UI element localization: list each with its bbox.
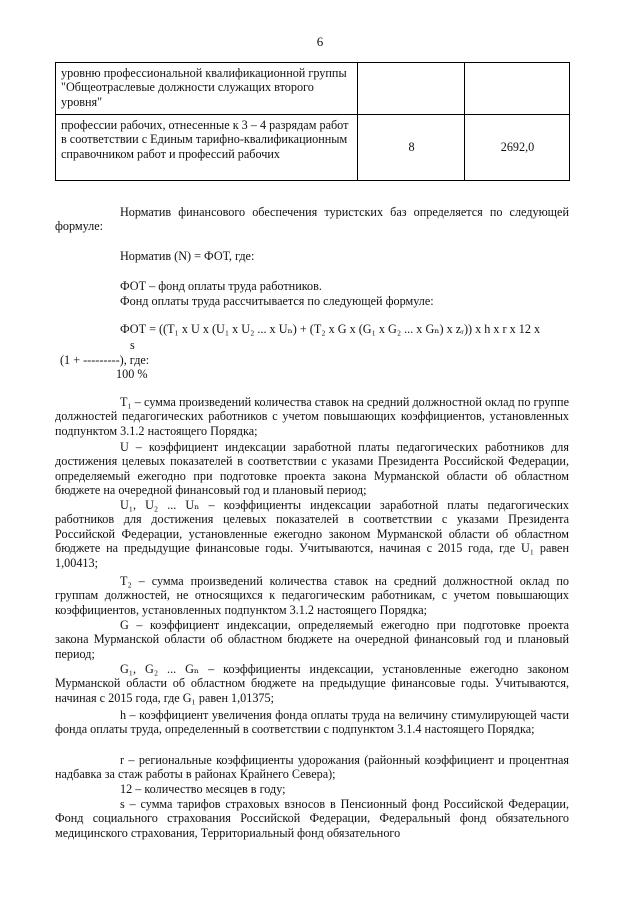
- table-row: [56, 115, 570, 181]
- intro-paragraph: Норматив финансового обеспечения туристских баз определяется по следующей формуле:: [55, 205, 569, 234]
- table-cell-count: 8: [358, 115, 465, 181]
- def-h: h – коэффициент увеличения фонда оплаты труда на величину стимулирующей части фонда оплаты труда, определенный в соответствии с подпунктом 3.1.4 настоящего Порядка;: [55, 708, 569, 737]
- formula-line-2: (1 + ---------), где:: [60, 353, 150, 367]
- def-r: r – региональные коэффициенты удорожания (районный коэффициент и процентная надбавка за стаж работы в районах Крайнего Севера);: [55, 753, 569, 782]
- table-cell-count: [358, 63, 465, 115]
- table-cell-desc: уровню профессиональной квалификационной группы "Общеотраслевые должности служащих второго уровня": [56, 63, 358, 115]
- page-number: 6: [316, 34, 324, 49]
- normativ-line: Норматив (N) = ФОТ, где:: [120, 249, 255, 263]
- def-s: s – сумма тарифов страховых взносов в Пенсионный фонд Российской Федерации, Фонд социального страхования Российской Федерации, Федеральный фонд обязательного медицинского страхования, Территориальный фонд обязательного: [55, 797, 569, 840]
- formula-s: s: [130, 338, 135, 352]
- norms-table: [55, 62, 570, 181]
- def-u1: U₁, U₂ ... Uₙ – коэффициенты индексации заработной платы педагогических работников для достижения целевых показателей в соответствии с указами Президента Российской Федерации, установленные ежегодно законом Мурманской области об областном бюджете на предыдущие финансовые годы. Учитываются, начиная с 2015 года, где U₁ равен 1,00413;: [55, 498, 569, 570]
- def-t2: T₂ – сумма произведений количества ставок на средний должностной оклад по группам должностей, не относящихся к педагогическим работникам, с учетом повышающих коэффициентов, установленных подпунктом 3.1.2 настоящего Порядка;: [55, 574, 569, 617]
- def-t1: T₁ – сумма произведений количества ставок на средний должностной оклад по группе должностей педагогических работников с учетом повышающих коэффициентов, установленных подпунктом 3.1.2 настоящего Порядка;: [55, 395, 569, 438]
- def-g1: G₁, G₂ ... Gₙ – коэффициенты индексации, установленные ежегодно законом Мурманской области об областном бюджете на предыдущие финансовые годы. Учитываются, начиная с 2015 года, где G₁ равен 1,01375;: [55, 662, 569, 705]
- fot-calc-line: Фонд оплаты труда рассчитывается по следующей формуле:: [120, 294, 434, 308]
- formula-line-1: ФОТ = ((T₁ x U x (U₁ x U₂ ... x Uₙ) + (T₂ x G x (G₁ x G₂ ... x Gₙ) x zᵣ)) x h x r x 12 x: [120, 322, 541, 336]
- def-12: 12 – количество месяцев в году;: [120, 782, 286, 796]
- table-cell-value: 2692,0: [465, 115, 570, 181]
- table-cell-desc: профессии рабочих, отнесенные к 3 – 4 разрядам работ в соответствии с Единым тарифно-квалификационным справочником работ и профессий рабочих: [56, 115, 358, 181]
- formula-line-3: 100 %: [116, 367, 148, 381]
- table-row: [56, 63, 570, 115]
- def-g: G – коэффициент индексации, определяемый ежегодно при подготовке проекта закона Мурманской области об областном бюджете на очередной финансовый год и плановый период;: [55, 618, 569, 661]
- fot-definition: ФОТ – фонд оплаты труда работников.: [120, 279, 322, 293]
- def-u: U – коэффициент индексации заработной платы педагогических работников для достижения целевых показателей в соответствии с указами Президента Российской Федерации, определяемый ежегодно при подготовке проекта закона Мурманской области об областном бюджете на очередной финансовый год и плановый период;: [55, 440, 569, 498]
- table-cell-value: [465, 63, 570, 115]
